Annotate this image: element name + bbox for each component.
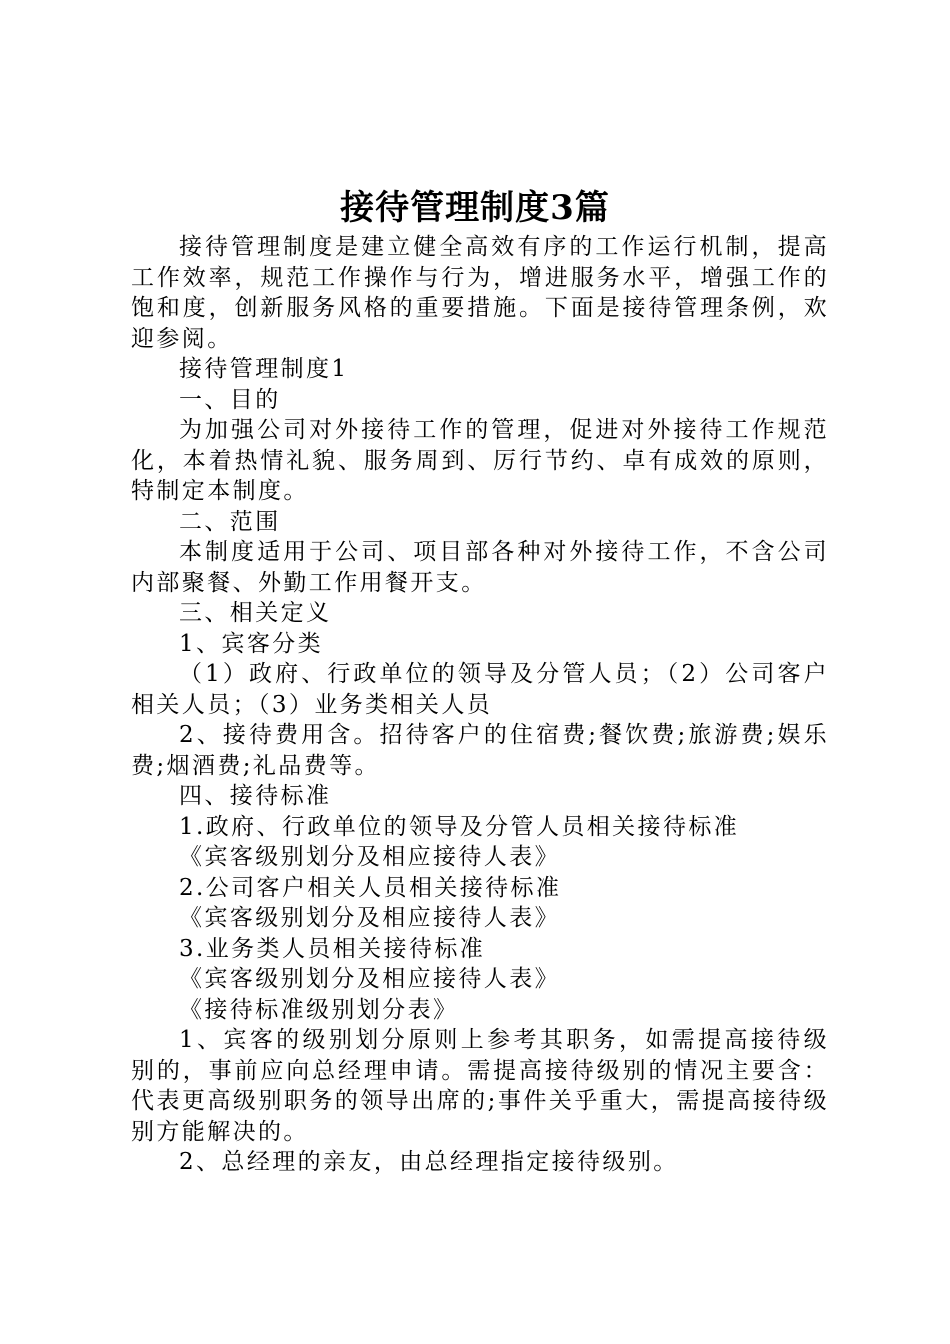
table-reference-3: 《宾客级别划分及相应接待人表》: [179, 966, 560, 992]
table-reference-levels: 《接待标准级别划分表》: [179, 996, 459, 1023]
paragraph-intro: 接待管理制度是建立健全高效有序的工作运行机制，提高工作效率，规范工作操作与行为，增进服务水平，增强工作的饱和度，创新服务风格的重要措施。下面是接待管理条例，欢迎参阅。: [131, 234, 829, 352]
document-body: [131, 232, 829, 1178]
paragraph-expenses: 2、接待费用含。招待客户的住宿费;餐饮费;旅游费;娱乐费;烟酒费;礼品费等。: [131, 722, 829, 779]
heading-standards: 四、接待标准: [179, 783, 332, 809]
section-heading-system-1: 接待管理制度1: [179, 356, 349, 382]
table-reference-1: 《宾客级别划分及相应接待人表》: [179, 844, 560, 870]
paragraph-level-rule-2: 2、总经理的亲友，由总经理指定接待级别。: [179, 1149, 679, 1175]
standard-item-3: 3.业务类人员相关接待标准: [179, 935, 486, 962]
heading-guest-categories: 1、宾客分类: [179, 630, 324, 657]
paragraph-scope: 本制度适用于公司、项目部各种对外接待工作，不含公司内部聚餐、外勤工作用餐开支。: [131, 539, 829, 596]
table-reference-2: 《宾客级别划分及相应接待人表》: [179, 905, 560, 931]
document-title: 接待管理制度3篇: [340, 188, 610, 228]
standard-item-2: 2.公司客户相关人员相关接待标准: [179, 874, 562, 901]
heading-scope: 二、范围: [179, 508, 281, 535]
paragraph-level-rule-1: 1、宾客的级别划分原则上参考其职务，如需提高接待级别的，事前应向总经理申请。需提高接待级别的情况主要含：代表更高级别职务的领导出席的;事件关乎重大，需提高接待级别方能解决的。: [131, 1027, 829, 1145]
standard-item-1: 1.政府、行政单位的领导及分管人员相关接待标准: [179, 813, 740, 840]
paragraph-guest-categories: （1）政府、行政单位的领导及分管人员；（2）公司客户相关人员；（3）业务类相关人员: [131, 661, 829, 718]
paragraph-purpose: 为加强公司对外接待工作的管理，促进对外接待工作规范化，本着热情礼貌、服务周到、厉行节约、卓有成效的原则，特制定本制度。: [131, 417, 829, 504]
heading-definitions: 三、相关定义: [179, 600, 332, 626]
heading-purpose: 一、目的: [179, 386, 281, 413]
